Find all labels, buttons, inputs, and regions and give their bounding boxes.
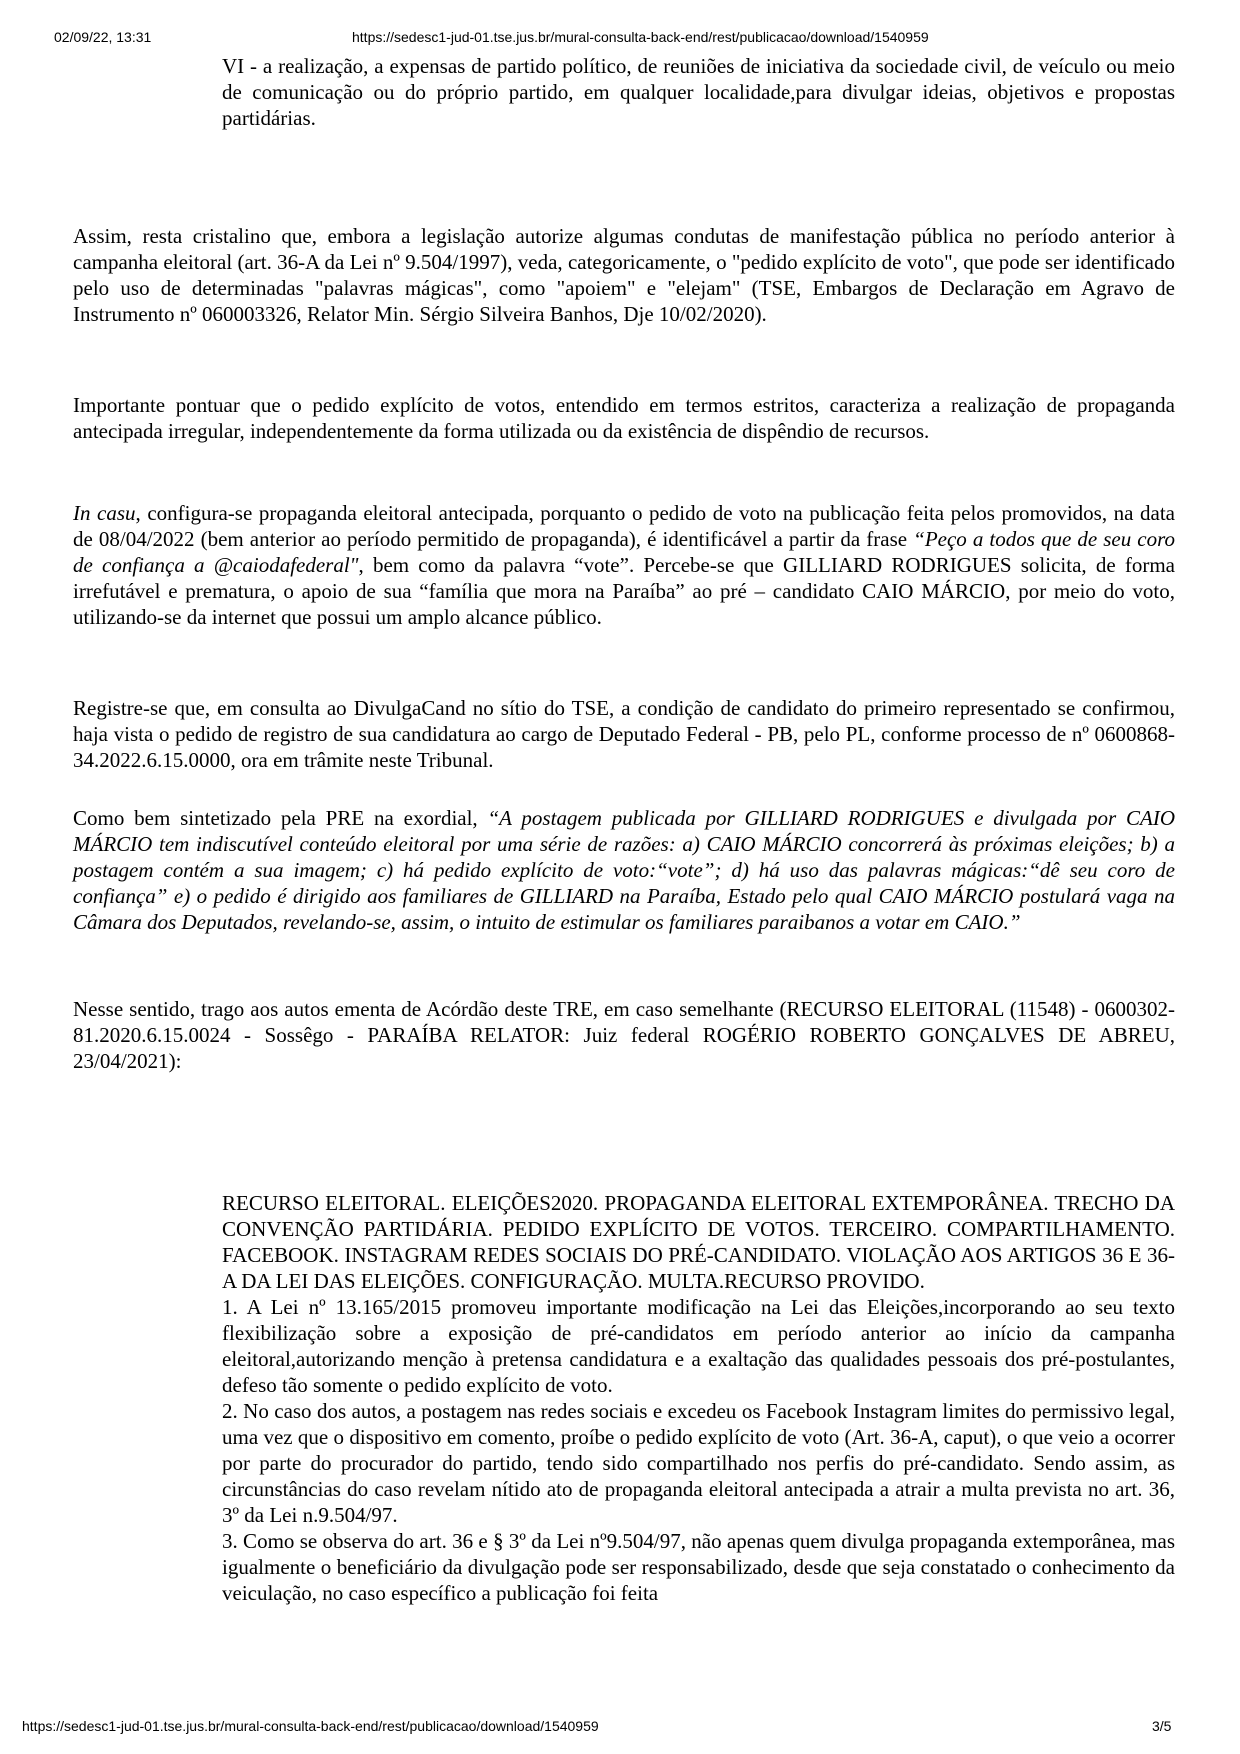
ementa-item-3: 3. Como se observa do art. 36 e § 3º da Lei nº9.504/97, não apenas quem divulga propaganda extemporânea, mas igualmente o beneficiário da divulgação pode ser responsabilizado, desde que seja constatado o conhecimento da veiculação, no caso específico a publicação foi feita xyxy=(222,1529,1175,1605)
paragraph-assim: Assim, resta cristalino que, embora a legislação autorize algumas condutas de manifestação pública no período anterior à campanha eleitoral (art. 36-A da Lei nº 9.504/1997), veda, categoricamente, o "pedido explícito de voto", que pode ser identificado pelo uso de determinadas "palavras mágicas", como "apoiem" e "elejam" (TSE, Embargos de Declaração em Agravo de Instrumento nº 060003326, Relator Min. Sérgio Silveira Banhos, Dje 10/02/2020). xyxy=(73,224,1175,326)
ementa-block xyxy=(222,1190,1175,1606)
como-bem-lead: Como bem sintetizado pela PRE na exordial, xyxy=(73,806,488,830)
ementa-item-1: 1. A Lei nº 13.165/2015 promoveu importante modificação na Lei das Eleições,incorporando ao seu texto flexibilização sobre a exposição de pré-candidatos em período anterior ao início da campanha eleitoral,autorizando menção à pretensa candidatura e a exaltação das qualidades pessoais dos pré-postulantes, defeso tão somente o pedido explícito de voto. xyxy=(222,1295,1175,1397)
print-footer-page-number: 3/5 xyxy=(1152,1718,1172,1734)
print-header-url: https://sedesc1-jud-01.tse.jus.br/mural-consulta-back-end/rest/publicacao/download/1540959 xyxy=(352,29,929,45)
print-header-datetime: 02/09/22, 13:31 xyxy=(54,29,152,45)
ementa-heading: RECURSO ELEITORAL. ELEIÇÕES2020. PROPAGANDA ELEITORAL EXTEMPORÂNEA. TRECHO DA CONVENÇÃO PARTIDÁRIA. PEDIDO EXPLÍCITO DE VOTOS. TERCEIRO. COMPARTILHAMENTO. FACEBOOK. INSTAGRAM REDES SOCIAIS DO PRÉ-CANDIDATO. VIOLAÇÃO AOS ARTIGOS 36 E 36-A DA LEI DAS ELEIÇÕES. CONFIGURAÇÃO. MULTA.RECURSO PROVIDO. xyxy=(222,1191,1175,1293)
paragraph-in-casu xyxy=(73,500,1175,630)
print-footer-url: https://sedesc1-jud-01.tse.jus.br/mural-consulta-back-end/rest/publicacao/download/1540959 xyxy=(22,1718,599,1734)
in-casu-text-1: , configura-se propaganda eleitoral antecipada, porquanto o pedido de voto na publicação feita pelos promovidos, na data de 08/04/2022 (bem anterior ao período permitido de propaganda), é identificável a partir da frase xyxy=(73,501,1175,551)
italic-pre-quote: “A postagem publicada por GILLIARD RODRIGUES e divulgada por CAIO MÁRCIO tem indiscutível conteúdo eleitoral por uma série de razões: a) CAIO MÁRCIO concorrerá às próximas eleições; b) a postagem contém a sua imagem; c) há pedido explícito de voto:“vote”; d) há uso das palavras mágicas:“dê seu coro de confiança” e) o pedido é dirigido aos familiares de GILLIARD na Paraíba, Estado pelo qual CAIO MÁRCIO postulará vaga na Câmara dos Deputados, revelando-se, assim, o intuito de estimular os familiares paraibanos a votar em CAIO.” xyxy=(73,806,1175,934)
paragraph-importante: Importante pontuar que o pedido explícito de votos, entendido em termos estritos, caracteriza a realização de propaganda antecipada irregular, independentemente da forma utilizada ou da existência de dispêndio de recursos. xyxy=(73,393,1175,443)
italic-quoted-phrase: “Peço a todos que de seu coro de confiança a @caiodafederal" xyxy=(73,527,1175,577)
paragraph-nesse-sentido: Nesse sentido, trago aos autos ementa de Acórdão deste TRE, em caso semelhante (RECURSO ELEITORAL (11548) - 0600302-81.2020.6.15.0024 - Sossêgo - PARAÍBA RELATOR: Juiz federal ROGÉRIO ROBERTO GONÇALVES DE ABREU, 23/04/2021): xyxy=(73,997,1175,1073)
in-casu-text-2: , bem como da palavra “vote”. Percebe-se que GILLIARD RODRIGUES solicita, de forma irrefutável e prematura, o apoio de sua “família que mora na Paraíba” ao pré – candidato CAIO MÁRCIO, por meio do voto, utilizando-se da internet que possui um amplo alcance público. xyxy=(73,553,1176,629)
paragraph-como-bem xyxy=(73,805,1175,935)
italic-in-casu: In casu xyxy=(73,501,136,525)
ementa-item-2: 2. No caso dos autos, a postagem nas redes sociais e excedeu os Facebook Instagram limites do permissivo legal, uma vez que o dispositivo em comento, proíbe o pedido explícito de voto (Art. 36-A, caput), o que veio a ocorrer por parte do procurador do partido, tendo sido compartilhado nos perfis do pré-candidato. Sendo assim, as circunstâncias do caso revelam nítido ato de propaganda eleitoral antecipada a atrair a multa prevista no art. 36, 3º da Lei n.9.504/97. xyxy=(222,1399,1175,1527)
paragraph-registre: Registre-se que, em consulta ao DivulgaCand no sítio do TSE, a condição de candidato do primeiro representado se confirmou, haja vista o pedido de registro de sua candidatura ao cargo de Deputado Federal - PB, pelo PL, conforme processo de nº 0600868-34.2022.6.15.0000, ora em trâmite neste Tribunal. xyxy=(73,696,1175,772)
quoted-law-item-vi: VI - a realização, a expensas de partido político, de reuniões de iniciativa da sociedade civil, de veículo ou meio de comunicação ou do próprio partido, em qualquer localidade,para divulgar ideias, objetivos e propostas partidárias. xyxy=(222,54,1175,130)
